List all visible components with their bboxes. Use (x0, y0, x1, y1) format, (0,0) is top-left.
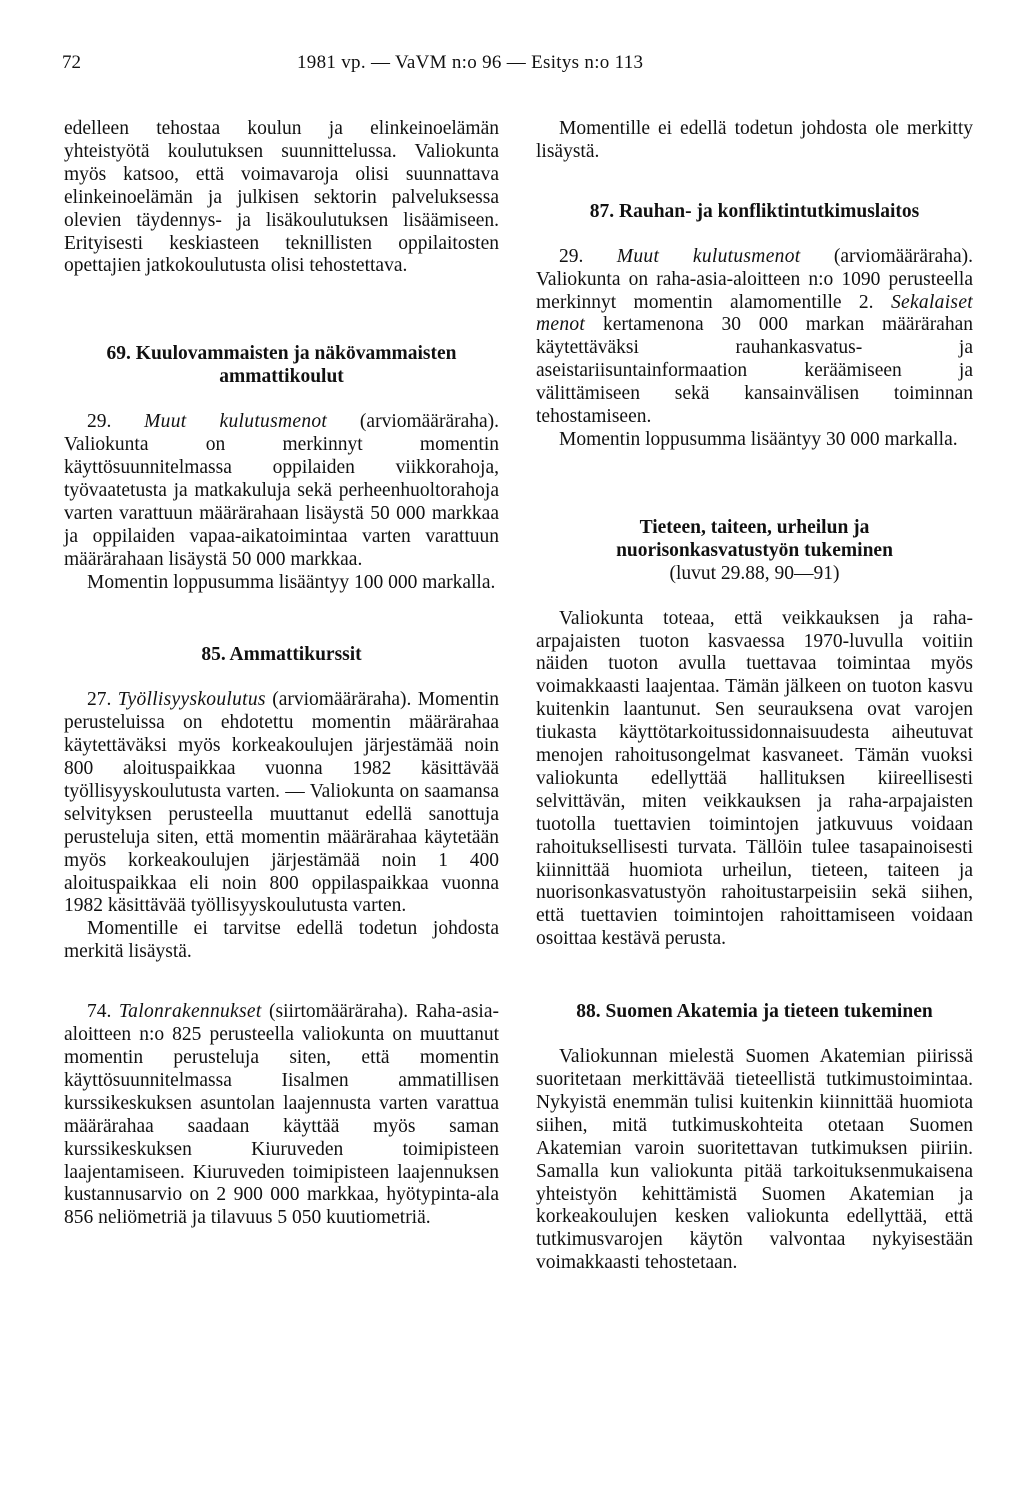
item-type: (siirtomääräraha). (269, 1001, 409, 1023)
item-number: 29. (87, 411, 112, 433)
item-number: 29. (559, 245, 584, 267)
item-27-title-line (64, 689, 499, 918)
page-number: 72 (62, 52, 81, 73)
item-text: Raha-asia-aloitteen n:o 825 perusteella valiokunta on muuttanut momentin perusteluja siten, että momentin käyttösuunnitelmassa Iisalmen ammatillisen kurssikeskuksen asuntolan laajennusta varten varattua määrärahaa saadaan käyttää myös saman kurssikeskuksen Kiuruveden toimipisteen laajentamiseen. Kiuruveden toimipisteen laajennuksen kustannusarvio on 2 900 000 markkaa, hyötypinta-ala 856 neliömetriä ja tilavuus 5 050 kuutiometriä. (64, 1001, 499, 1229)
item-text-continued: kertamenona 30 000 markan määrärahan käytettäväksi rauhankasvatus- ja aseistariisuntainformaation keräämiseen ja välittämiseen sekä kansainvälisen toiminnan tehostamiseen. (536, 314, 973, 428)
item-29-right-title-line (536, 246, 973, 429)
section-heading-69: 69. Kuulovammaisten ja näkövammaisten ammattikoulut (106, 343, 457, 388)
item-type: (arviomääräraha). (833, 245, 973, 267)
intro-paragraph: edelleen tehostaa koulun ja elinkeinoelämän yhteistyötä koulutuksen suunnittelussa. Valiokunta myös katsoo, että voimavaroja olisi suunnattava elinkeinoelämän ja julkisen sektorin palveluksessa olevien täydennys- ja lisäkoulutuksen lisäämiseen. Erityisesti keskiasteen teknillisten oppilaitosten opettajien jatkokoulutusta olisi tehostettava. (64, 118, 499, 277)
running-title: 1981 vp. — VaVM n:o 96 — Esitys n:o 113 (297, 52, 644, 73)
section-heading-85: 85. Ammattikurssit (201, 644, 362, 666)
section-reference: (luvut 29.88, 90—91) (669, 562, 840, 584)
section-heading-88: 88. Suomen Akatemia ja tieteen tukeminen (576, 1001, 933, 1023)
item-title: Muut kulutusmenot (144, 411, 328, 433)
right-column (536, 118, 973, 1275)
item-number: 27. (87, 689, 112, 711)
page-header (62, 52, 962, 78)
item-29-total: Momentin loppusumma lisääntyy 100 000 markalla. (87, 571, 496, 593)
section-body-paragraph: Valiokunta toteaa, että veikkauksen ja raha-arpajaisten tuoton kasvaessa 1970-luvulla voitiin näiden tuoton avulla tuettavaa toimintaa myös voimakkaasti laajentaa. Tämän jälkeen on tuoton kasvu kuitenkin laantunut. Sen seurauksena ovat varojen tiukasta käyttötarkoitussidonnaisuudesta aiheutuvat menojen rahoitusongelmat kasvaneet. Tämän vuoksi valiokunta edellyttää hallituksen kiireellisesti selvittävän, miten veikkauksen ja raha-arpajaisten tuotolla tuettavien toimintojen jatkuvuus voidaan rahoituksellisesti turvata. Tällöin tulee tasapainoisesti kiinnittää huomiota urheilun, tieteen, taiteen ja nuorisonkasvatustyön rahoitustarpeisiin sekä siihen, että tuettavien toimintojen rahoittamiseen voidaan osoittaa kestävä perusta. (536, 607, 973, 950)
left-column (64, 118, 499, 1230)
item-29-title-line (64, 411, 499, 571)
item-text: Valiokunta on raha-asia-aloitteen n:o 1090 perusteella merkinnyt momentin alamomentille 2. (536, 268, 973, 313)
item-type: (arviomääräraha). (272, 689, 412, 711)
akatemia-paragraph: Valiokunnan mielestä Suomen Akatemian piirissä suoritetaan merkittävää tieteellistä tutkimustoimintaa. Nykyistä enemmän tulisi kuitenkin kiinnittää huomiota siihen, mitä tutkimuskohteita otetaan Suomen Akatemian varoin suoritettavan tutkimuksen piiriin. Samalla kun valiokunta pitää tarkoituksenmukaisena yhteistyön kehittämistä Suomen Akatemian ja korkeakoulujen kesken valiokunta edellyttää, että tutkimusvarojen käytön valvontaa nykyisestään voimakkaasti tehostetaan. (536, 1046, 973, 1274)
section-heading-tieteen: Tieteen, taiteen, urheilun ja nuorisonkasvatustyön tukeminen (616, 516, 893, 561)
item-title: Talonrakennukset (118, 1001, 262, 1023)
item-27-note: Momentille ei tarvitse edellä todetun johdosta merkitä lisäystä. (64, 918, 499, 963)
item-text: Valiokunta on merkinnyt momentin käyttösuunnitelmassa oppilaiden viikkorahoja, työvaatetusta ja matkakuluja sekä perheenhuoltorahoja varten varattuun määrärahaan lisäystä 50 000 markkaa ja oppilaiden vapaa-aikatoimintaa varten varattuun määrärahaan lisäystä 50 000 markkaa. (64, 434, 499, 570)
item-title: Muut kulutusmenot (616, 245, 801, 267)
item-text: Momentin perusteluissa on ehdotettu momentin määrärahaa käytettäväksi myös korkeakoulujen järjestämää noin 800 aloituspaikkaa vuonna 1982 käsittävää työllisyyskoulutusta varten. — Valiokunta on saamansa selvityksen perusteella muuttanut edellä sanottuja perusteluja siten, että momentin määrärahaa käytetään myös korkeakoulujen järjestämää noin 1 400 aloituspaikkaa eli noin 800 oppilaspaikkaa vuonna 1982 käsittävää työllisyyskoulutusta varten. (64, 689, 500, 917)
section-heading-87: 87. Rauhan- ja konfliktintutkimuslaitos (589, 200, 920, 222)
item-subtitle: Sekalaiset menot (536, 291, 973, 336)
item-74-title-line (64, 1001, 499, 1230)
item-title: Työllisyyskoulutus (117, 689, 266, 711)
momentille-note: Momentille ei edellä todetun johdosta ole merkitty lisäystä. (536, 118, 973, 162)
item-number: 74. (87, 1001, 112, 1023)
item-29-right-total: Momentin loppusumma lisääntyy 30 000 markalla. (559, 428, 958, 450)
item-type: (arviomääräraha). (359, 411, 500, 433)
